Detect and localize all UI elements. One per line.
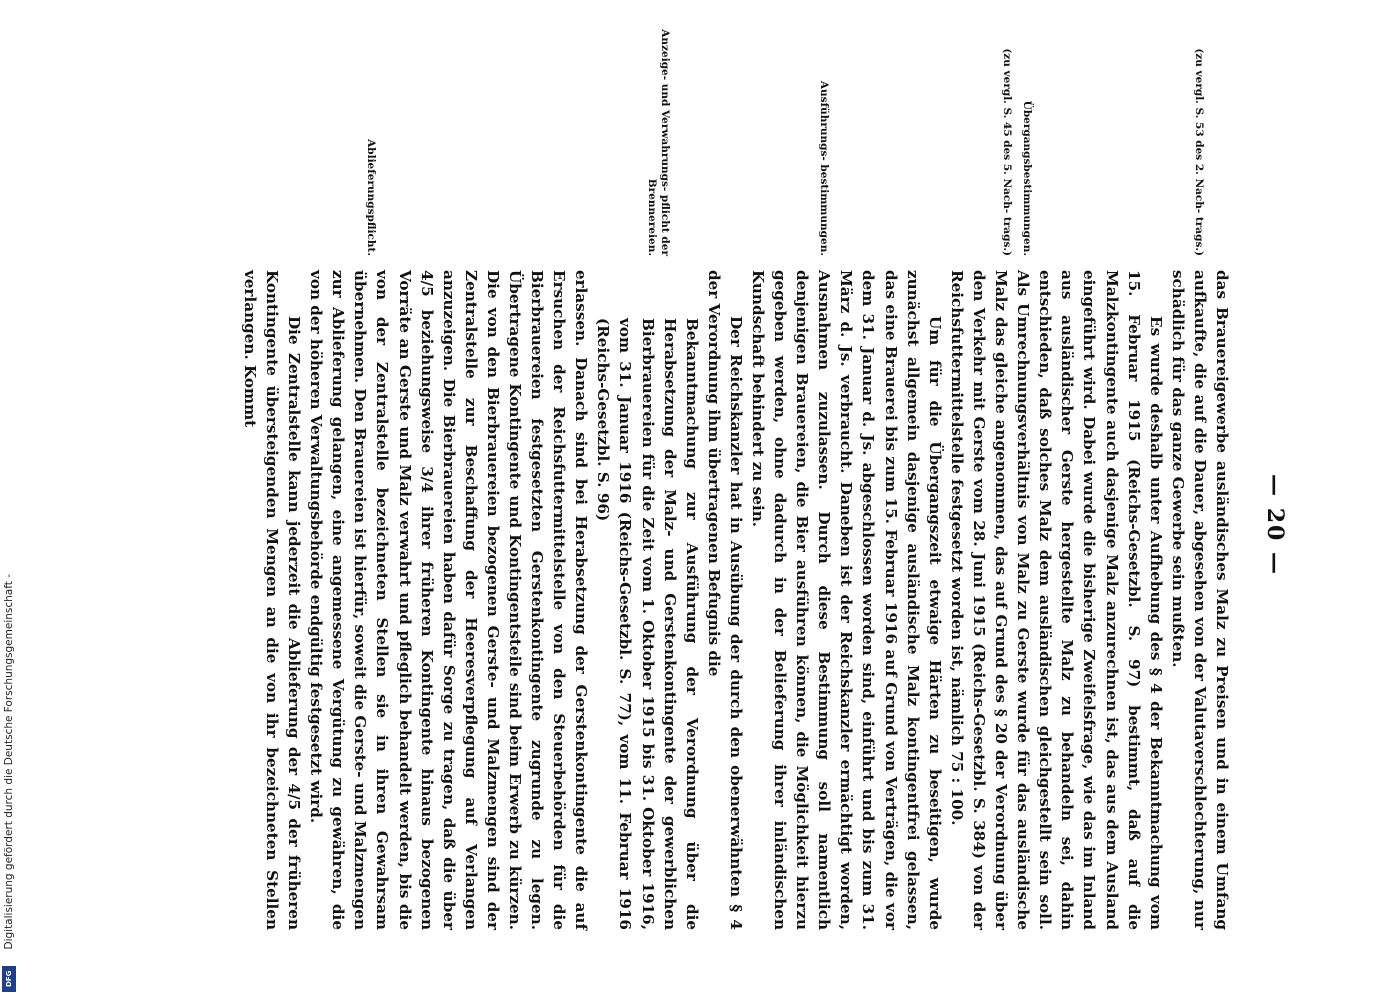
page-number: — 20 — (1262, 474, 1288, 576)
margin-note-implementation: Ausführungs- bestimmungen. (818, 80, 830, 256)
paragraph: Die Zentralstelle kann jederzeit die Ablieferung der 4/5 der früheren Kontingente übersteigenden Mengen an die von ihr bezeichneten Stellen verlangen. Kommt (240, 270, 304, 930)
paragraph: Der Reichskanzler hat in Ausübung der durch den obenerwähnten § 4 der Verordnung ihm übertragenen Befugnis die (704, 270, 745, 930)
dfg-logo: DFG (2, 966, 16, 992)
paragraph: Um für die Übergangszeit etwaige Härten zu beseitigen, wurde zunächst allgemein dasjenige ausländische Malz kontingentfrei gelassen, das eine Brauerei bis zum 15. Februar 1916 auf Grund von Verträgen, die vor dem 31. Januar d. Js. abgeschlossen worden sind, einführt und bis zum 31. März d. Js. verbraucht. Daneben ist der Reichskanzler ermächtigt worden, Ausnahmen zuzulassen. Durch diese Bestimmung soll namentlich denjenigen Brauereien, die Bier ausführen können, die Möglichkeit hierzu gegeben werden, ohne dadurch in der Belieferung ihrer inländischen Kundschaft behindert zu sein. (749, 270, 944, 930)
paragraph: das Brauereigewerbe ausländisches Malz zu Preisen und in einem Umfang aufkaufte, die auf die Dauer, abgesehen von der Valutaverschlechterung, nur schädlich für das ganze Gewerbe sein mußten. (1168, 270, 1231, 930)
margin-note-delivery-duty: Ablieferungspflicht. (365, 139, 377, 256)
paragraph: Es wurde deshalb unter Aufhebung des § 4 der Bekanntmachung vom 15. Februar 1915 (Reichs-Gesetzbl. S. 97) bestimmt, daß auf die Malzkontingente auch dasjenige Malz anzurechnen ist, das aus dem Ausland eingeführt wird. Dabei wurde die bisherige Zweifelsfrage, wie das im Inland aus ausländischer Gerste hergestellte Malz zu behandeln sei, dahin entschieden, daß solches Malz dem ausländischen gleichgestellt sein soll. Als Umrechnungsverhältnis von Malz zu Gerste wurde für das ausländische Malz das gleiche angenommen, das auf Grund des § 20 der Verordnung über den Verkehr mit Gerste vom 28. Juni 1915 (Reichs-Gesetzbl. S. 384) von der Reichsfuttermittelstelle festgesetzt worden ist, nämlich 75 : 100. (947, 270, 1165, 930)
margin-note-notification-duty: Anzeige- und Verwahrungs- pflicht der Brennereien. (646, 29, 671, 256)
margin-note-ref-5: (zu vergl. S. 45 des 5. Nach- trags.) (1001, 48, 1013, 256)
margin-note-transition: Übergangsbestimmungen. (1021, 100, 1033, 256)
quoted-decree: Bekanntmachung zur Ausführung der Verordnung über die Herabsetzung der Malz- und Gerstenkontingente der gewerblichen Bierbrauereien für die Zeit vom 1. Oktober 1915 bis 31. Oktober 1916, vom 31. Januar 1916 (Reichs-Gesetzbl. S. 77), vom 11. Februar 1916 (Reichs-Gesetzbl. S. 96) (594, 318, 701, 930)
main-text (239, 270, 1233, 930)
credit-text: Digitalisierung gefördert durch die Deutsche Forschungsgemeinschaft - (3, 574, 15, 950)
paragraph: erlassen. Danach sind bei Herabsetzung der Gerstenkontingente die auf Ersuchen der Reichsfuttermittelstelle von den Steuerbehörden für die Bierbrauereien festgesetzten Gerstenkontingente zugrunde zu legen. Übertragene Kontingente und Kontingentsteile sind beim Erwerb zu kürzen. Die von den Bierbrauereien bezogenen Gerste- und Malzmengen sind der Zentralstelle zur Beschaffung der Heeresverpflegung auf Verlangen anzuzeigen. Die Bierbrauereien haben dafür Sorge zu tragen, daß die über 4/5 beziehungsweise 3/4 ihrer früheren Kontingente hinaus bezogenen Vorräte an Gerste und Malz verwahrt und pfleglich behandelt werden, bis die von der Zentralstelle bezeichneten Stellen sie in ihren Gewahrsam übernehmen. Den Brauereien ist hierfür, soweit die Gerste- und Malzmengen zur Ablieferung gelangen, eine angemessene Vergütung zu gewähren, die von der höheren Verwaltungsbehörde endgültig festgesetzt wird. (307, 270, 591, 930)
margin-note-ref-2: (zu vergl. S. 53 des 2. Nach- trags.) (1193, 48, 1205, 256)
